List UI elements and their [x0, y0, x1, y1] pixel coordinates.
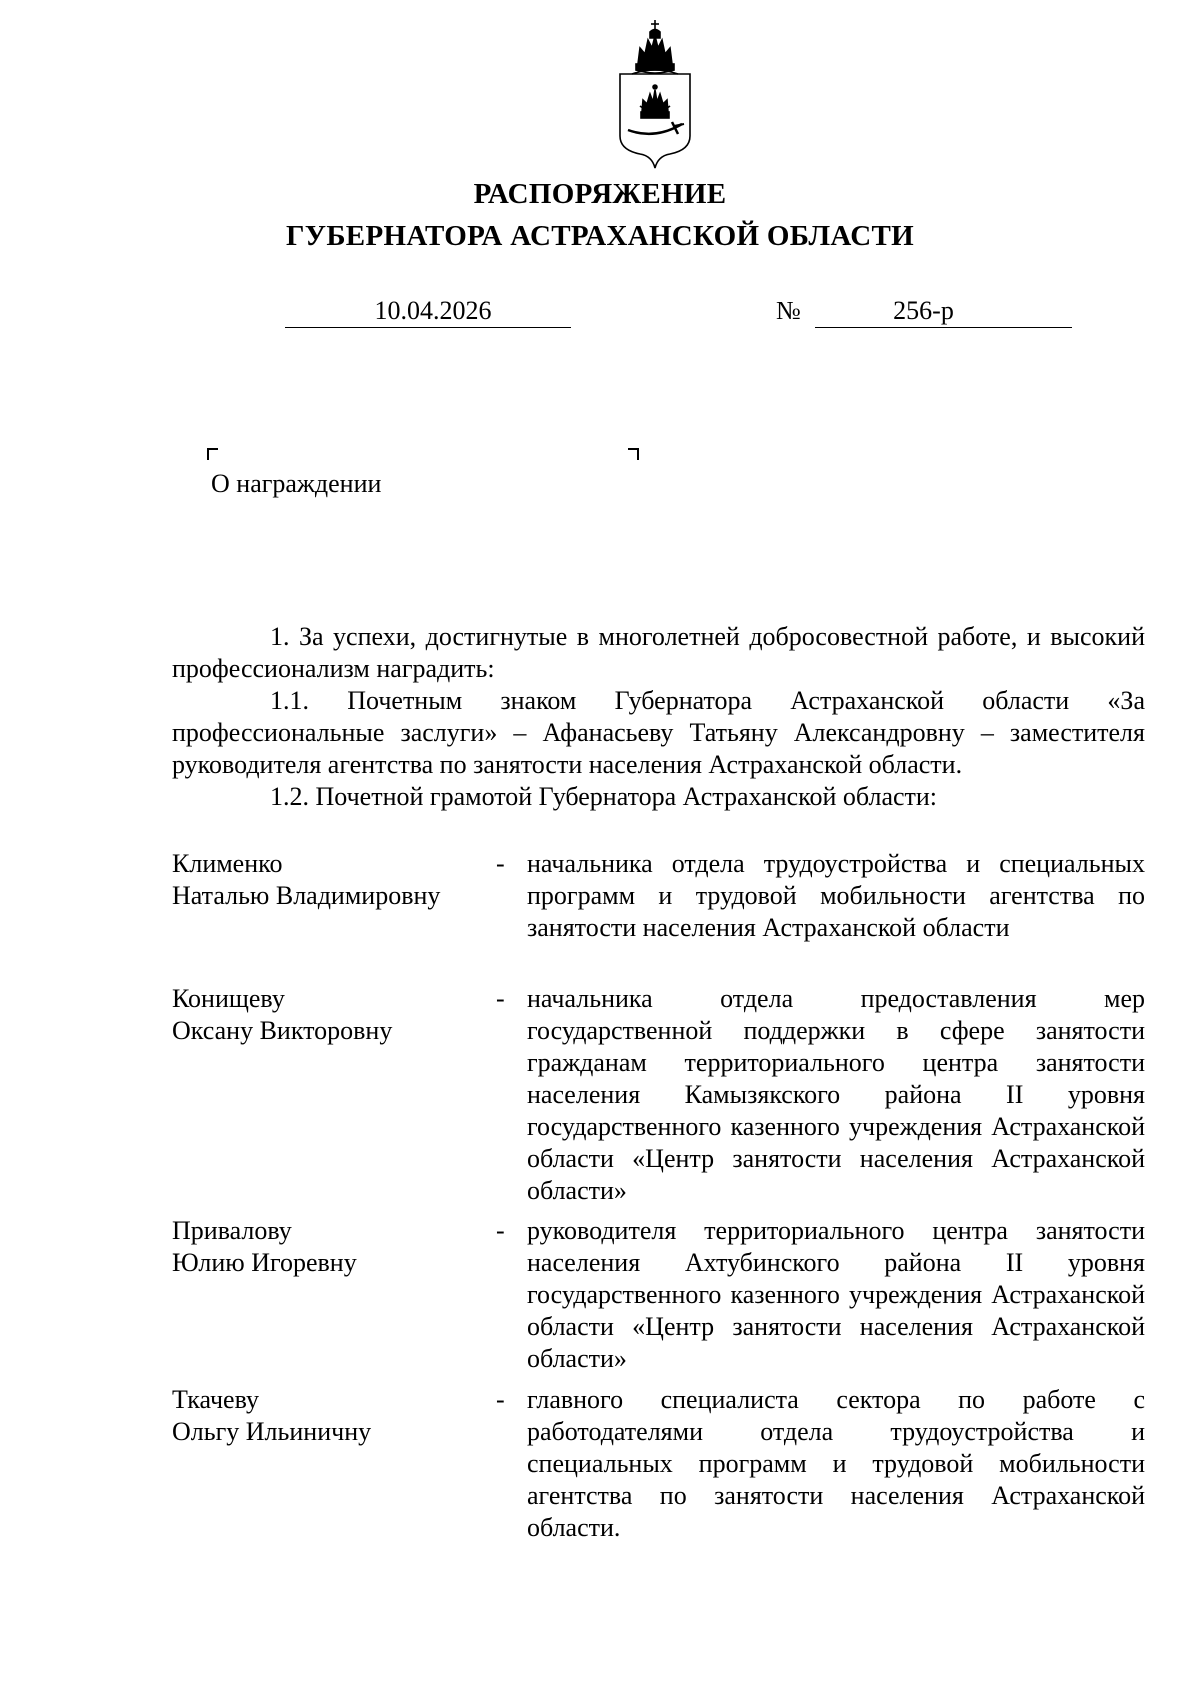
- subject-bracket-left: [207, 448, 218, 460]
- recipient-position: главного специалиста сектора по работе с работодателями отдела трудоустройства и специальных программ и трудовой мобильности агентства по занятости населения Астраханской области.: [527, 1385, 1145, 1542]
- paragraph-1: 1. За успехи, достигнутые в многолетней добросовестной работе, и высокий профессионализм наградить:: [172, 622, 1145, 683]
- document-body: [172, 621, 1145, 813]
- paragraph-1-1: 1.1. Почетным знаком Губернатора Астраханской области «За профессиональные заслуги» – Афанасьеву Татьяну Александровну – заместителя руководителя агентства по занятости населения Астраханской области.: [172, 686, 1145, 779]
- recipient-name: [172, 1384, 482, 1448]
- paragraph-1-2: 1.2. Почетной грамотой Губернатора Астраханской области:: [270, 782, 938, 811]
- separator-dash: -: [496, 849, 505, 878]
- recipient-name: [172, 1215, 482, 1279]
- document-number: 256-р: [815, 296, 1072, 328]
- recipient-given-names: Юлию Игоревну: [172, 1248, 357, 1277]
- recipient-given-names: Ольгу Ильиничну: [172, 1417, 372, 1446]
- recipient-surname: Клименко: [172, 849, 283, 878]
- recipient-position: руководителя территориального центра занятости населения Ахтубинского района II уровня государственного казенного учреждения Астраханской области «Центр занятости населения Астраханской области»: [527, 1216, 1145, 1373]
- document-issuer: ГУБЕРНАТОРА АСТРАХАНСКОЙ ОБЛАСТИ: [286, 220, 914, 252]
- coat-of-arms-icon: [614, 18, 696, 170]
- recipient-surname: Конищеву: [172, 984, 285, 1013]
- recipient-name: [172, 983, 482, 1047]
- separator-dash: -: [496, 1216, 505, 1245]
- recipient-position: начальника отдела трудоустройства и специальных программ и трудовой мобильности агентства по занятости населения Астраханской области: [527, 849, 1145, 942]
- separator-dash: -: [496, 984, 505, 1013]
- document-title: РАСПОРЯЖЕНИЕ: [473, 178, 727, 210]
- recipient-name: [172, 848, 482, 912]
- document-date: 10.04.2026: [285, 296, 571, 328]
- number-sign: №: [776, 296, 801, 325]
- recipient-surname: Привалову: [172, 1216, 292, 1245]
- recipient-given-names: Наталью Владимировну: [172, 881, 441, 910]
- separator-dash: -: [496, 1385, 505, 1414]
- recipient-given-names: Оксану Викторовну: [172, 1016, 393, 1045]
- recipient-surname: Ткачеву: [172, 1385, 259, 1414]
- document-subject: О награждении: [211, 469, 382, 498]
- subject-bracket-right: [628, 448, 639, 460]
- recipient-position: начальника отдела предоставления мер государственной поддержки в сфере занятости гражданам территориального центра занятости населения Камызякского района II уровня государственного казенного учреждения Астраханской области «Центр занятости населения Астраханской области»: [527, 984, 1145, 1205]
